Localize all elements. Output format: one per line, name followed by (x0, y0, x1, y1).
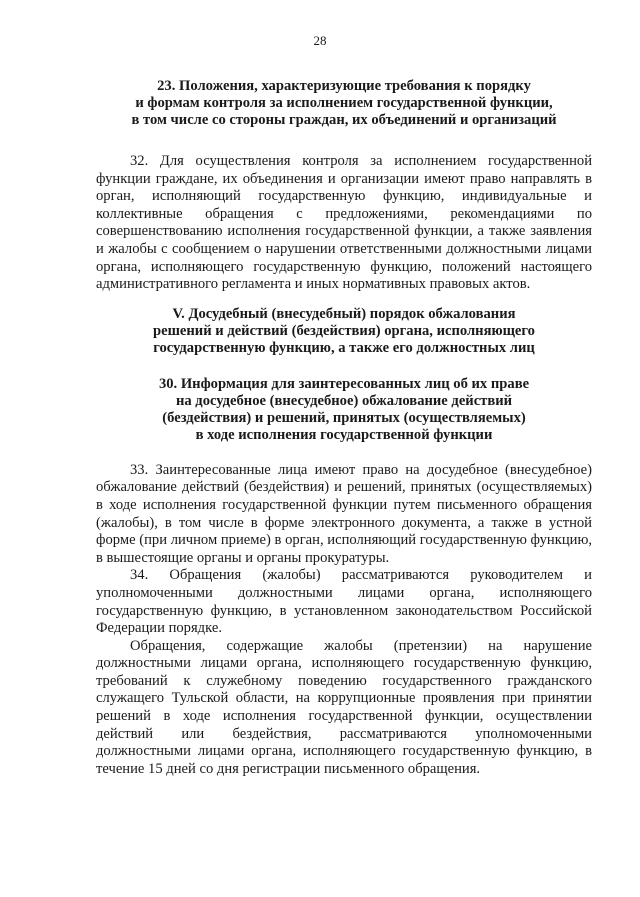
section-v-heading-line-2: решений и действий (бездействия) органа, исполняющего (153, 322, 535, 339)
section-v-heading-line-1: V. Досудебный (внесудебный) порядок обжалования (172, 305, 516, 322)
section-30-heading-line-3: (бездействия) и решений, принятых (осуществляемых) (162, 409, 526, 426)
section-23-heading-line-3: в том числе со стороны граждан, их объединений и организаций (131, 112, 557, 128)
paragraph-32: 32. Для осуществления контроля за исполнением государственной функции граждане, их объединения и организации имеют право направлять в орган, исполняющий государственную функцию, индивидуальные и коллективные обращения с предложениями, рекомендациями по совершенствованию исполнения государственной функции, а также заявления и жалобы с сообщением о нарушении ответственными должностными лицами органа, исполняющего государственную функцию, положений настоящего административного регламента и иных нормативных правовых актов. (96, 153, 592, 293)
section-v-heading-line-3: государственную функцию, а также его должностных лиц (153, 339, 535, 356)
paragraph-33: 33. Заинтересованные лица имеют право на досудебное (внесудебное) обжалование действий (бездействия) и решений, принятых (осуществляемых) в ходе исполнения государственной функции путем письменного обращения (жалобы), в том числе в форме электронного документа, а также в устной форме (при личном приеме) в орган, исполняющий государственную функцию, в вышестоящие органы и органы прокуратуры. (96, 461, 592, 566)
section-30-heading-line-4: в ходе исполнения государственной функции (195, 426, 493, 443)
paragraph-complaints: Обращения, содержащие жалобы (претензии) на нарушение должностными лицами органа, исполняющего государственную функцию, требований к служебному поведению государственного гражданского служащего Тульской области, на коррупционные проявления при принятии решений в ходе исполнения государственной функции, осуществлении действий или бездействия, рассматриваются уполномоченными должностными лицами органа, исполняющего государственную функцию, в течение 15 дней со дня регистрации письменного обращения. (96, 637, 592, 777)
section-30-heading (96, 376, 592, 444)
section-30-heading-line-1: 30. Информация для заинтересованных лиц об их праве (158, 375, 530, 392)
section-v-heading (96, 306, 592, 357)
section-23-heading (96, 78, 592, 129)
document-body (96, 78, 592, 778)
section-30-heading-line-2: на досудебное (внесудебное) обжалование действий (175, 392, 513, 409)
page-number: 28 (313, 33, 327, 48)
section-23-heading-line-1: 23. Положения, характеризующие требования к порядку (157, 78, 531, 94)
paragraph-34: 34. Обращения (жалобы) рассматриваются руководителем и уполномоченными должностными лицами органа, исполняющего государственную функцию, в установленном законодательством Российской Федерации порядке. (96, 567, 592, 637)
section-23-heading-line-2: и формам контроля за исполнением государственной функции, (135, 95, 553, 111)
